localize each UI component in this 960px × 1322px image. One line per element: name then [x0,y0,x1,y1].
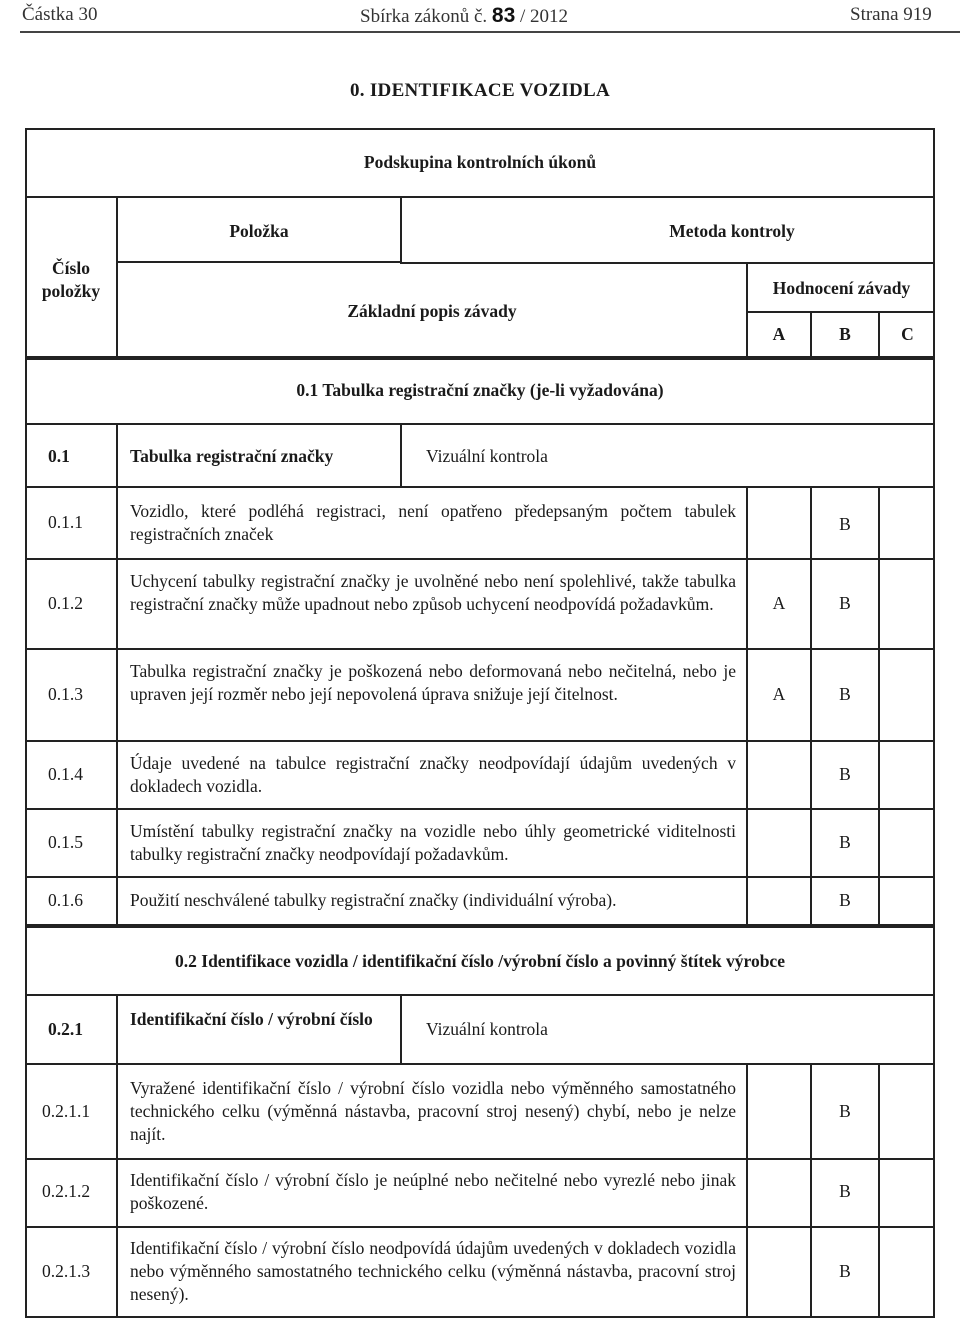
rating-b: B [839,1261,851,1281]
row-description: Tabulka registrační značky je poškozená nebo deformovaná nebo nečitelná, nebo je upraven její rozměr nebo její nepovolená úprava snižuje její čitelnost. [130,661,736,704]
header-part: Částka 30 [22,4,98,25]
row-description: Uchycení tabulky registrační značky je uvolněné nebo není spolehlivé, takže tabulka registrační značky může upadnout nebo způsob uchycení neodpovídá požadavkům. [130,571,736,614]
divider [878,1063,880,1318]
row-number: 0.2.1.1 [42,1101,91,1121]
divider [25,648,935,650]
divider [25,558,935,560]
item-method: Vizuální kontrola [426,446,548,466]
rating-b: B [839,890,851,910]
divider [25,740,935,742]
row-number: 0.1.5 [48,832,83,852]
method-header: Metoda kontroly [669,221,795,241]
divider [400,262,935,264]
rating-b: B [839,593,851,613]
row-description: Vyražené identifikační číslo / výrobní číslo vozidla nebo výměnného samostatného technického celku (výměnná nástavba, pracovní stroj nesený) chybí, nebo je nelze najít. [130,1078,736,1144]
divider [25,876,935,878]
divider [25,423,935,425]
divider [25,1158,935,1160]
row-description: Identifikační číslo / výrobní číslo neodpovídá údajům uvedených v dokladech vozidla nebo výměnného samostatného technického celku (výměnná nástavba, pracovní stroj nesený). [130,1238,736,1304]
divider [878,486,880,926]
row-description: Vozidlo, které podléhá registraci, není opatřeno předepsaným počtem tabulek registračních značek [130,501,736,544]
rating-b: B [839,832,851,852]
rating-b: B [839,1101,851,1121]
item-no-header: Číslo položky [41,258,101,301]
rating-b: B [839,514,851,534]
row-number: 0.1.4 [48,764,83,784]
rating-b: B [839,1181,851,1201]
divider [746,311,935,313]
divider [116,423,118,926]
rating-b-header: B [839,324,851,344]
row-description: Údaje uvedené na tabulce registrační značky neodpovídají údajům uvedených v dokladech vozidla. [130,753,736,796]
divider [746,1063,748,1318]
row-description: Umístění tabulky registrační značky na vozidle nebo úhly geometrické viditelnosti tabulky registrační značky neodpovídají požadavkům. [130,821,736,864]
divider [810,486,812,926]
row-number: 0.2.1.3 [42,1261,91,1281]
divider [25,486,935,488]
row-number: 0.1.2 [48,593,83,613]
rating-a-header: A [772,324,786,344]
collection-number: 83 [491,4,516,27]
section-title: 0.2 Identifikace vozidla / identifikační číslo /výrobní číslo a povinný štítek výrobce [175,951,785,971]
header-rule [20,31,960,33]
divider [116,994,118,1318]
row-number: 0.2.1.2 [42,1181,91,1201]
group-header: Podskupina kontrolních úkonů [363,152,597,172]
page-title: 0. IDENTIFIKACE VOZIDLA [349,80,611,101]
basic-desc-header: Základní popis závady [347,301,517,321]
item-header: Položka [229,221,289,241]
row-number: 0.1.6 [48,890,83,910]
rating-a: A [772,684,786,704]
item-number: 0.2.1 [48,1019,83,1039]
rating-header: Hodnocení závady [772,278,911,298]
divider [400,994,402,1064]
divider [25,808,935,810]
divider [746,486,748,926]
rating-a: A [772,593,786,613]
row-description: Použití neschválené tabulky registrační značky (individuální výroba). [130,890,617,910]
running-header [0,0,960,30]
row-number: 0.1.1 [48,512,83,532]
header-collection [360,4,568,28]
item-name: Identifikační číslo / výrobní číslo [130,1009,373,1029]
row-description: Identifikační číslo / výrobní číslo je neúplné nebo nečitelné nebo vyrezlé nebo jinak poškozené. [130,1170,736,1213]
rating-c-header: C [901,324,914,344]
divider [25,1226,935,1228]
section-title: 0.1 Tabulka registrační značky (je-li vyžadována) [296,380,664,400]
collection-year: / 2012 [520,6,569,27]
divider [25,994,935,996]
collection-prefix: Sbírka zákonů č. [360,6,488,27]
divider [116,261,400,263]
rating-b: B [839,764,851,784]
header-page: Strana 919 [850,4,932,25]
divider [25,1063,935,1065]
divider [400,423,402,487]
rating-b: B [839,684,851,704]
item-number: 0.1 [48,446,70,466]
item-name: Tabulka registrační značky [130,446,334,466]
item-method: Vizuální kontrola [426,1019,548,1039]
divider [25,196,935,198]
row-number: 0.1.3 [48,684,83,704]
